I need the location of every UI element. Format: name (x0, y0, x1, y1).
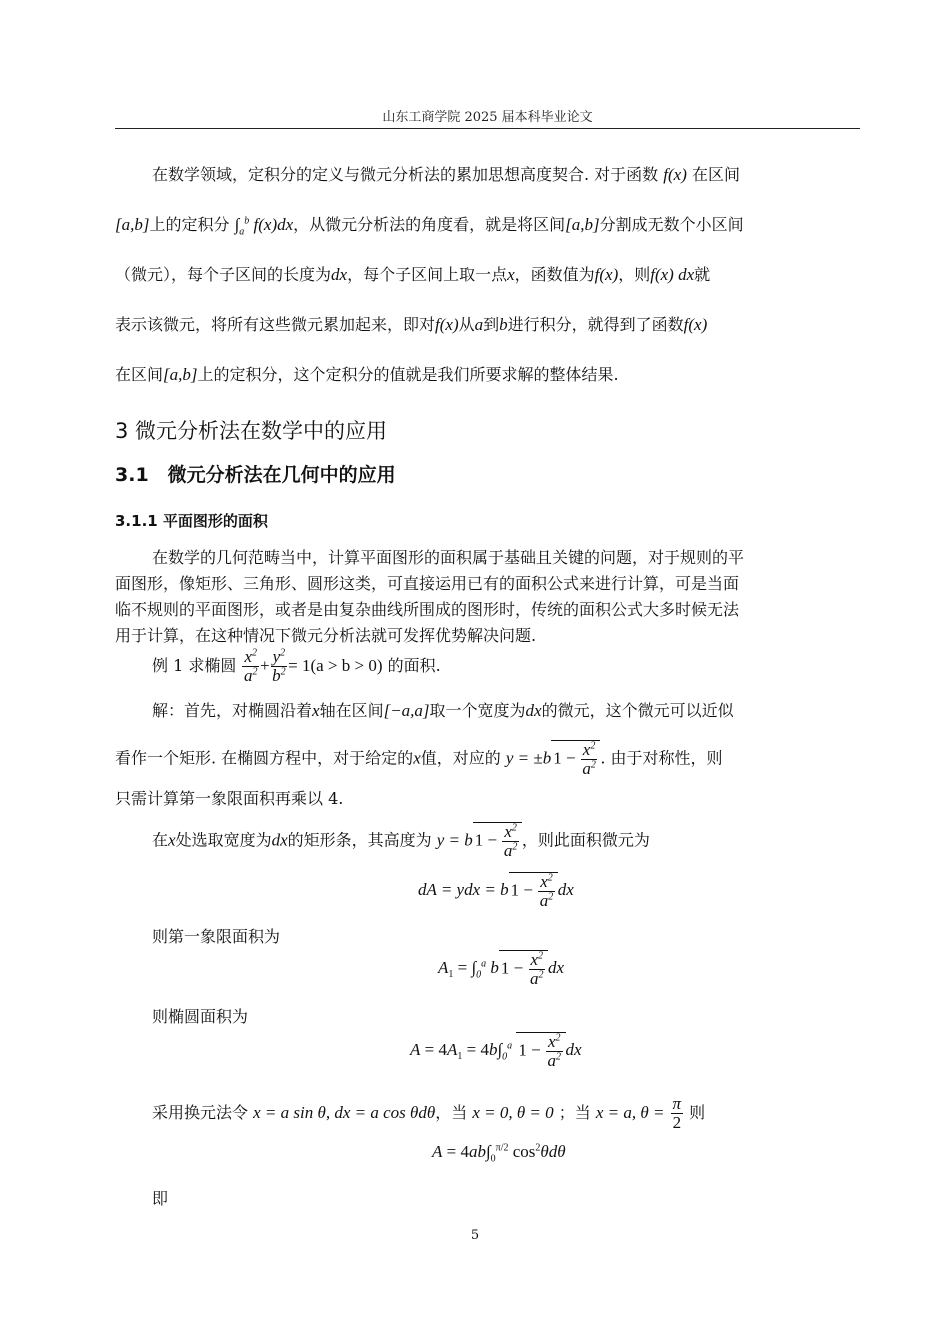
para1-line5: 在区间[a,b]上的定积分，这个定积分的值就是我们所要求解的整体结果. (115, 365, 619, 384)
para1-line4: 表示该微元，将所有这些微元累加起来，即对f(x)从a到b进行积分，就得到了函数f(x) (115, 315, 708, 334)
equation-dA: dA = ydx = b 1 − $\frac{x^2}{a^2}$ dx (418, 872, 574, 910)
para1-line3: （微元），每个子区间的长度为dx，每个子区间上取一点x，函数值为f(x)，则f(x) dx就 (115, 265, 711, 284)
equation-A-cos: $A = 4ab\int_0^{\pi/2}$ $\cos^2\theta d\theta$ (432, 1142, 566, 1165)
solution-line2: 看作一个矩形. 在椭圆方程中，对于给定的x值，对应的 y = ±b 1 − $\frac{x^2}{a^2}$ . 由于对称性，则 (115, 740, 723, 778)
running-header: 山东工商学院 2025 届本科毕业论文 (382, 110, 593, 125)
definite-integral: $\int_a^b$ f(x)dx (234, 215, 294, 238)
ellipse-area-label: 则椭圆面积为 (152, 1007, 249, 1026)
section-3-1-1-heading: 3.1.1 平面图形的面积 (115, 512, 268, 530)
sqrt-expression: 1 − $\frac{x^2}{a^2}$ (473, 822, 522, 860)
para2-line3: 临不规则的平面图形，或者是由复杂曲线所围成的图形时，传统的面积公式大多时候无法 (115, 600, 740, 619)
substitution-line: 采用换元法令 x = a sin θ, dx = a cos θdθ，当 x = 0, θ = 0 ；当 x = a, θ = $\frac{\pi}{2}$ 则 (152, 1094, 706, 1132)
fraction-pi-2: $\frac{\pi}{2}$ (672, 1094, 682, 1132)
para2-line4: 用于计算，在这种情况下微元分析法就可发挥优势解决问题. (115, 626, 537, 645)
para1-line2: [a,b]上的定积分 $\int_a^b$ f(x)dx，从微元分析法的角度看，就是将区间[a,b]分割成无数个小区间 (115, 215, 744, 238)
first-quadrant-label: 则第一象限面积为 (152, 927, 281, 946)
para2-line2: 面图形，像矩形、三角形、圆形这类，可直接运用已有的面积公式来进行计算，可是当面 (115, 574, 740, 593)
solution-line4: 在x处选取宽度为dx的矩形条，其高度为 y = b 1 − $\frac{x^2}{a^2}$ ，则此面积微元为 (152, 822, 650, 860)
ji-label: 即 (152, 1189, 169, 1208)
section-3-1-heading: 3.1 微元分析法在几何中的应用 (115, 464, 396, 486)
y-formula: y = ±b (505, 748, 552, 768)
solution-line1: 解：首先，对椭圆沿着x轴在区间[−a,a]取一个宽度为dx的微元，这个微元可以近似 (152, 701, 734, 720)
fraction-y2-b2: $\frac{y^2}{b^2}$ (272, 647, 286, 685)
example-1: 例 1 求椭圆 $\frac{x^2}{a^2}$ + $\frac{y^2}{b^2}$ = 1(a > b > 0) 的面积. (152, 647, 441, 685)
sqrt-expression: 1 − $\frac{x^2}{a^2}$ (551, 740, 600, 778)
para1-line1: 在数学领域，定积分的定义与微元分析法的累加思想高度契合. 对于函数 f(x) 在区间 (152, 165, 740, 184)
solution-line3: 只需计算第一象限面积再乘以 4. (115, 789, 344, 808)
section-3-heading: 3 微元分析法在数学中的应用 (115, 419, 388, 443)
page-number: 5 (470, 1228, 480, 1243)
fraction-x2-a2: $\frac{x^2}{a^2}$ (243, 647, 258, 685)
equation-A: $A = 4A_1 = 4b\int_0^a$ 1 − $\frac{x^2}{a^2}$ dx (410, 1032, 582, 1070)
header-rule (115, 128, 860, 129)
equation-A1: $A_1 = \int_0^a$ b 1 − $\frac{x^2}{a^2}$ dx (438, 950, 565, 988)
para2-line1: 在数学的几何范畴当中，计算平面图形的面积属于基础且关键的问题，对于规则的平 (152, 548, 745, 567)
